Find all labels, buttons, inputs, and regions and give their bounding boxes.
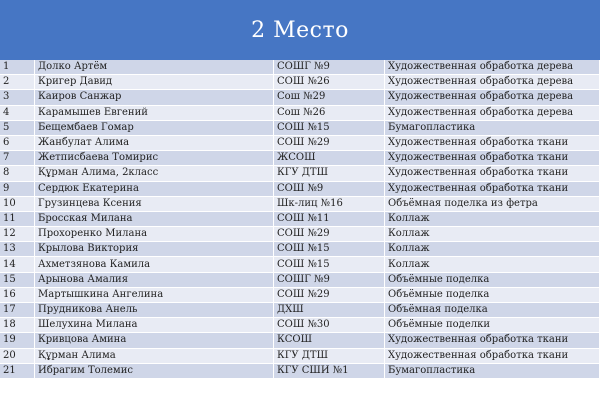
row-number-cell: 16 [0,287,35,302]
row-number-cell: 2 [0,75,35,90]
row-number-cell: 9 [0,181,35,196]
row-number-cell: 18 [0,318,35,333]
student-name-cell: Крылова Виктория [35,242,274,257]
table-row [0,272,600,287]
student-name-cell: Долко Артём [35,60,274,75]
row-number-cell: 8 [0,166,35,181]
table-row [0,105,600,120]
table-row [0,242,600,257]
page-title: 2 Место [251,17,349,43]
school-cell: СОШ №15 [274,257,385,272]
student-name-cell: Арынова Амалия [35,272,274,287]
school-cell: Сош №26 [274,105,385,120]
table-row [0,303,600,318]
school-cell: СОШ №26 [274,75,385,90]
row-number-cell: 7 [0,151,35,166]
row-number-cell: 5 [0,120,35,135]
work-category-cell: Объёмная поделка [385,303,600,318]
work-category-cell: Художественная обработка дерева [385,105,600,120]
row-number-cell: 20 [0,348,35,363]
student-name-cell: Грузинцева Ксения [35,196,274,211]
student-name-cell: Сердюк Екатерина [35,181,274,196]
row-number-cell: 11 [0,211,35,226]
work-category-cell: Коллаж [385,257,600,272]
work-category-cell: Художественная обработка ткани [385,333,600,348]
row-number-cell: 12 [0,227,35,242]
work-category-cell: Художественная обработка ткани [385,151,600,166]
work-category-cell: Объёмная поделка из фетра [385,196,600,211]
student-name-cell: Мартышкина Ангелина [35,287,274,302]
table-row [0,181,600,196]
school-cell: КГУ ДТШ [274,348,385,363]
school-cell: СОШ №29 [274,287,385,302]
work-category-cell: Бумагопластика [385,120,600,135]
school-cell: Шк-лиц №16 [274,196,385,211]
work-category-cell: Художественная обработка ткани [385,181,600,196]
table-row [0,363,600,378]
work-category-cell: Художественная обработка ткани [385,135,600,150]
work-category-cell: Коллаж [385,211,600,226]
student-name-cell: Құрман Алима, 2класс [35,166,274,181]
student-name-cell: Каиров Санжар [35,90,274,105]
results-table [0,60,600,379]
row-number-cell: 13 [0,242,35,257]
work-category-cell: Объёмные поделка [385,287,600,302]
table-row [0,287,600,302]
student-name-cell: Кригер Давид [35,75,274,90]
table-row [0,227,600,242]
row-number-cell: 3 [0,90,35,105]
school-cell: СОШ №15 [274,120,385,135]
row-number-cell: 14 [0,257,35,272]
student-name-cell: Бещембаев Гомар [35,120,274,135]
table-row [0,196,600,211]
table-row [0,257,600,272]
table-row [0,333,600,348]
student-name-cell: Карамышев Евгений [35,105,274,120]
row-number-cell: 1 [0,60,35,75]
results-table-body [0,60,600,378]
table-row [0,75,600,90]
student-name-cell: Шелухина Милана [35,318,274,333]
work-category-cell: Художественная обработка ткани [385,166,600,181]
table-row [0,60,600,75]
school-cell: ЖСОШ [274,151,385,166]
work-category-cell: Художественная обработка ткани [385,348,600,363]
row-number-cell: 10 [0,196,35,211]
school-cell: СОШГ №9 [274,60,385,75]
table-row [0,318,600,333]
table-row [0,151,600,166]
table-row [0,90,600,105]
student-name-cell: Құрман Алима [35,348,274,363]
work-category-cell: Коллаж [385,227,600,242]
school-cell: СОШ №29 [274,135,385,150]
school-cell: КСОШ [274,333,385,348]
school-cell: КГУ ДТШ [274,166,385,181]
school-cell: СОШ №9 [274,181,385,196]
work-category-cell: Объёмные поделка [385,272,600,287]
row-number-cell: 19 [0,333,35,348]
table-row [0,211,600,226]
school-cell: СОШ №30 [274,318,385,333]
table-row [0,166,600,181]
school-cell: Сош №29 [274,90,385,105]
student-name-cell: Кривцова Амина [35,333,274,348]
work-category-cell: Объёмные поделки [385,318,600,333]
student-name-cell: Ибрагим Толемис [35,363,274,378]
student-name-cell: Прохоренко Милана [35,227,274,242]
work-category-cell: Художественная обработка дерева [385,75,600,90]
table-row [0,348,600,363]
row-number-cell: 21 [0,363,35,378]
school-cell: КГУ СШИ №1 [274,363,385,378]
school-cell: СОШ №15 [274,242,385,257]
title-banner [0,0,600,60]
school-cell: СОШГ №9 [274,272,385,287]
work-category-cell: Бумагопластика [385,363,600,378]
student-name-cell: Бросская Милана [35,211,274,226]
table-row [0,135,600,150]
student-name-cell: Жанбулат Алима [35,135,274,150]
school-cell: СОШ №29 [274,227,385,242]
row-number-cell: 6 [0,135,35,150]
student-name-cell: Ахметзянова Камила [35,257,274,272]
work-category-cell: Коллаж [385,242,600,257]
work-category-cell: Художественная обработка дерева [385,60,600,75]
row-number-cell: 17 [0,303,35,318]
table-row [0,120,600,135]
student-name-cell: Жетписбаева Томирис [35,151,274,166]
work-category-cell: Художественная обработка дерева [385,90,600,105]
row-number-cell: 15 [0,272,35,287]
school-cell: СОШ №11 [274,211,385,226]
school-cell: ДХШ [274,303,385,318]
student-name-cell: Прудникова Анель [35,303,274,318]
row-number-cell: 4 [0,105,35,120]
